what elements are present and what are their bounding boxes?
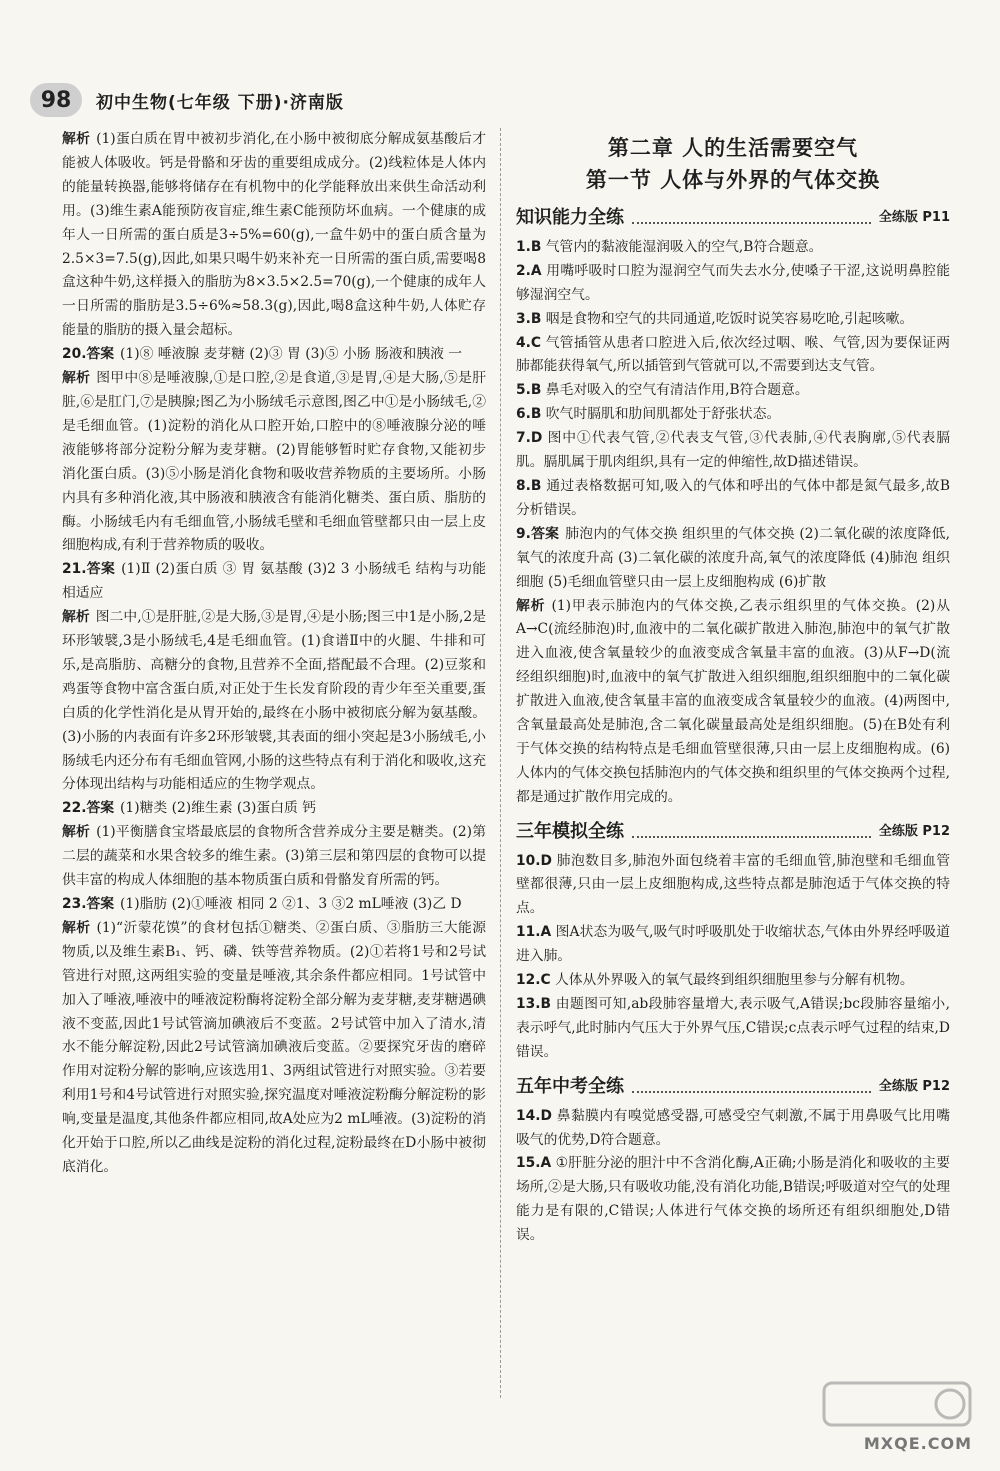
item-text: (1)“沂蒙花馍”的食材包括①糖类、②蛋白质、③脂肪三大能源物质,以及维生素B₁、钙、磷、铁等营养物质。(2)①若将1号和2号试管进行对照,这两组实验的变量是唾液,其余条件都应相同。1号试管中加入了唾液,唾液中的唾液淀粉酶将淀粉全部分解为麦芽糖,麦芽糖遇碘液不变蓝,因此1号试管滴加碘液后不变蓝。2号试管中加入了清水,清水不能分解淀粉,因此2号试管滴加碘液后变蓝。②要探究牙齿的磨碎作用对淀粉分解的影响,应该选用1、3两组试管进行对照实验。③若要利用1号和4号试管进行对照实验,探究温度对唾液淀粉酶分解淀粉的影响,变量是温度,其他条件都应相同,故A处应为2 mL唾液。(3)淀粉的消化开始于口腔,所以乙曲线是淀粉的消化过程,淀粉最终在D小肠中被彻底消化。 (62, 919, 487, 1175)
item-number: 11.A (516, 924, 552, 941)
page-number: 98 (30, 83, 82, 117)
section-header (516, 820, 950, 844)
item-tag: 解析 (62, 609, 90, 626)
book-title: 初中生物(七年级 下册)·济南版 (96, 92, 344, 113)
item-number: 3.B (516, 310, 542, 327)
answer-item (516, 523, 950, 595)
question-item (516, 993, 950, 1065)
analysis-paragraph (62, 367, 486, 558)
item-text: 肺泡数目多,肺泡外面包绕着丰富的毛细血管,肺泡壁和毛细血管壁都很薄,只由一层上皮细胞构成,这些特点都是肺泡适于气体交换的特点。 (516, 852, 950, 917)
section-heading: 第一节 人体与外界的气体交换 (585, 168, 881, 192)
item-text: 用嘴呼吸时口腔为湿润空气而失去水分,使嗓子干涩,这说明鼻腔能够湿润空气。 (516, 262, 950, 303)
answer-item (62, 558, 486, 606)
question-item (516, 475, 950, 523)
analysis-paragraph (62, 128, 486, 343)
item-number: 13.B (516, 996, 551, 1012)
item-text: 图A状态为吸气,吸气时呼吸肌处于收缩状态,气体由外界经呼吸道进入肺。 (516, 924, 951, 965)
item-text: 通过表格数据可知,吸入的气体和呼出的气体中都是氮气最多,故B分析错误。 (516, 477, 950, 518)
item-tag: 解析 (62, 131, 91, 147)
item-text: 气管插管从患者口腔进入后,依次经过咽、喉、气管,因为要保证两肺都能获得氧气,所以插管到气管就可以,不需要到达支气管。 (516, 334, 950, 375)
section-dots (632, 1091, 871, 1093)
question-item (516, 308, 950, 332)
item-number: 2.A (516, 262, 542, 279)
item-number: 22. (62, 800, 87, 817)
left-column (62, 128, 486, 1180)
item-tag: 解析 (62, 824, 91, 841)
analysis-paragraph (62, 606, 486, 797)
section-title: 三年模拟全练 (516, 820, 624, 842)
page-header (30, 80, 344, 120)
question-item (516, 260, 950, 308)
section-title: 五年中考全练 (516, 1075, 624, 1097)
question-item (516, 403, 950, 427)
analysis-paragraph (62, 917, 486, 1180)
section-ref: 全练版 P12 (878, 823, 950, 839)
chapter-heading: 第二章 人的生活需要空气 (607, 136, 859, 160)
item-text: 鼻毛对吸入的空气有清洁作用,B符合题意。 (545, 382, 809, 399)
section-header (516, 1075, 950, 1099)
item-tag: 答案 (530, 525, 560, 542)
item-tag: 答案 (86, 561, 116, 578)
item-number: 12.C (516, 972, 551, 989)
item-number: 9. (516, 525, 531, 542)
item-text: 由题图可知,ab段肺容量增大,表示吸气,A错误;bc段肺容量缩小,表示呼气,此时肺内气压大于外界气压,C错误;c点表示呼气过程的结束,D错误。 (516, 996, 950, 1060)
question-item (516, 1105, 950, 1153)
question-item (516, 332, 950, 380)
answer-item (62, 893, 486, 917)
question-item (516, 236, 950, 260)
item-tag: 解析 (62, 919, 91, 936)
section-dots (632, 836, 871, 838)
item-text: 咽是食物和空气的共同通道,吃饭时说笑容易吃呛,引起咳嗽。 (545, 310, 914, 327)
item-number: 6.B (516, 406, 542, 423)
item-tag: 解析 (516, 597, 546, 614)
item-text: 鼻黏膜内有嗅觉感受器,可感受空气刺激,不属于用鼻吸气比用嘴吸气的优势,D符合题意。 (516, 1107, 950, 1148)
item-number: 21. (62, 561, 87, 578)
item-tag: 答案 (86, 896, 115, 912)
item-tag: 答案 (86, 346, 115, 363)
item-number: 1.B (516, 238, 542, 255)
item-number: 5.B (516, 382, 542, 399)
section-header (516, 206, 950, 230)
item-text: 图二中,①是肝脏,②是大肠,③是胃,④是小肠;图三中1是小肠,2是环形皱襞,3是小肠绒毛,4是毛细血管。(1)食谱Ⅱ中的火腿、牛排和可乐,是高脂肪、高糖分的食物,且营养不全面,搭配最不合理。(2)豆浆和鸡蛋等食物中富含蛋白质,对正处于生长发育阶段的青少年至关重要,蛋白质的化学性消化是从胃开始的,最终在小肠中被彻底分解为氨基酸。(3)小肠的内表面有许多2环形皱襞,其表面的细小突起是3小肠绒毛,小肠绒毛内还分布有毛细血管网,小肠的这些特点有利于消化和吸收,这充分体现出结构与功能相适应的生物学观点。 (62, 609, 487, 793)
chapter-title (516, 132, 950, 196)
watermark-text: MXQE.COM (863, 1434, 972, 1453)
question-item (516, 427, 950, 475)
section-ref: 全练版 P12 (878, 1078, 950, 1094)
item-text: 吹气时膈肌和肋间肌都处于舒张状态。 (545, 406, 781, 423)
section-dots (632, 222, 871, 224)
item-text: ①肝脏分泌的胆汁中不含消化酶,A正确;小肠是消化和吸收的主要场所,②是大肠,只有吸收功能,没有消化功能,B错误;呼吸道对空气的处理能力是有限的,C错误;人体进行气体交换的场所还有组织细胞处,D错误。 (516, 1155, 950, 1244)
item-text: (1)甲表示肺泡内的气体交换,乙表示组织里的气体交换。(2)从A→C(流经肺泡)时,血液中的二氧化碳扩散进入肺泡,肺泡中的氧气扩散进入血液,使含氧量较少的血液变成含氧量丰富的血液。(3)从F→D(流经组织细胞)时,血液中的氧气扩散进入组织细胞,组织细胞中的二氧化碳扩散进入血液,使含氧量丰富的血液变成含氧量较少的血液。(4)两图中,含氧量最高处是肺泡,含二氧化碳量最高处是组织细胞。(5)在B处有利于气体交换的结构特点是毛细血管壁很薄,只由一层上皮细胞构成。(6)人体内的气体交换包括肺泡内的气体交换和组织里的气体交换两个过程,都是通过扩散作用完成的。 (516, 597, 950, 805)
item-text: (1)蛋白质在胃中被初步消化,在小肠中被彻底分解成氨基酸后才能被人体吸收。钙是骨骼和牙齿的重要组成成分。(2)线粒体是人体内的能量转换器,能够将储存在有机物中的化学能释放出来供生命活动利用。(3)维生素A能预防夜盲症,维生素C能预防坏血病。一个健康的成年人一日所需的蛋白质是3÷5%=60(g),一盒牛奶中的蛋白质含量为2.5×3=7.5(g),因此,如果只喝牛奶来补充一日所需的蛋白质,需要喝8盒这种牛奶,这样摄入的脂肪为8×3.5×2.5=70(g),一个健康的成年人一日所需的脂肪是3.5÷6%≈58.3(g),因此,喝8盒这种牛奶,人体贮存能量的脂肪的摄入量会超标。 (62, 131, 487, 339)
item-text: 人体从外界吸入的氧气最终到组织细胞里参与分解有机物。 (554, 972, 914, 989)
item-number: 20. (62, 346, 87, 363)
item-text: (1)平衡膳食宝塔最底层的食物所含营养成分主要是糖类。(2)第二层的蔬菜和水果含较多的维生素。(3)第三层和第四层的食物可以提供丰富的构成人体细胞的基本物质蛋白质和骨骼发育所需的钙。 (62, 824, 487, 889)
answer-item (62, 797, 486, 821)
question-item (516, 1152, 950, 1248)
item-number: 4.C (516, 334, 541, 351)
question-item (516, 969, 950, 993)
item-text: (1)糖类 (2)维生素 (3)蛋白质 钙 (120, 800, 317, 817)
item-text: 肺泡内的气体交换 组织里的气体交换 (2)二氧化碳的浓度降低,氧气的浓度升高 (3)二氧化碳的浓度升高,氧气的浓度降低 (4)肺泡 组织细胞 (5)毛细血管壁只由一层上皮细胞构成 (6)扩散 (516, 525, 951, 590)
item-text: 图甲中⑧是唾液腺,①是口腔,②是食道,③是胃,④是大肠,⑤是肝脏,⑥是肛门,⑦是胰腺;图乙为小肠绒毛示意图,图乙中①是小肠绒毛,②是毛细血管。(1)淀粉的消化从口腔开始,口腔中的⑧唾液腺分泌的唾液能够将部分淀粉分解为麦芽糖。(2)胃能够暂时贮存食物,又能初步消化蛋白质。(3)⑤小肠是消化食物和吸收营养物质的主要场所。小肠内具有多种消化液,其中肠液和胰液含有能消化糖类、蛋白质、脂肪的酶。小肠绒毛内有毛细血管,小肠绒毛壁和毛细血管壁都只由一层上皮细胞构成,有利于营养物质的吸收。 (62, 370, 486, 554)
column-divider (500, 128, 501, 1398)
item-tag: 答案 (86, 800, 115, 817)
item-text: (1)⑧ 唾液腺 麦芽糖 (2)③ 胃 (3)⑤ 小肠 肠液和胰液 一 (120, 346, 463, 363)
item-number: 23. (62, 896, 87, 912)
analysis-paragraph (516, 595, 950, 810)
question-item (516, 921, 950, 969)
right-column (516, 128, 950, 1248)
item-number: 7.D (516, 430, 543, 447)
right-body (516, 206, 950, 1248)
item-text: (1)脂肪 (2)①唾液 相同 2 ②1、3 ③2 mL唾液 (3)乙 D (120, 896, 462, 912)
question-item (516, 850, 950, 922)
question-item (516, 379, 950, 403)
item-tag: 解析 (62, 370, 91, 387)
item-text: 图中①代表气管,②代表支气管,③代表肺,④代表胸廓,⑤代表膈肌。膈肌属于肌肉组织,具有一定的伸缩性,故D描述错误。 (516, 430, 950, 471)
answer-item (62, 343, 486, 367)
item-number: 14.D (516, 1107, 552, 1124)
item-number: 15.A (516, 1155, 552, 1172)
section-ref: 全练版 P11 (878, 210, 950, 225)
item-text: 气管内的黏液能湿润吸入的空气,B符合题意。 (545, 238, 823, 255)
item-text: (1)Ⅱ (2)蛋白质 ③ 胃 氨基酸 (3)2 3 小肠绒毛 结构与功能相适应 (62, 561, 486, 602)
item-number: 8.B (516, 477, 542, 494)
analysis-paragraph (62, 821, 486, 893)
section-title: 知识能力全练 (516, 207, 624, 228)
item-number: 10.D (516, 852, 552, 869)
